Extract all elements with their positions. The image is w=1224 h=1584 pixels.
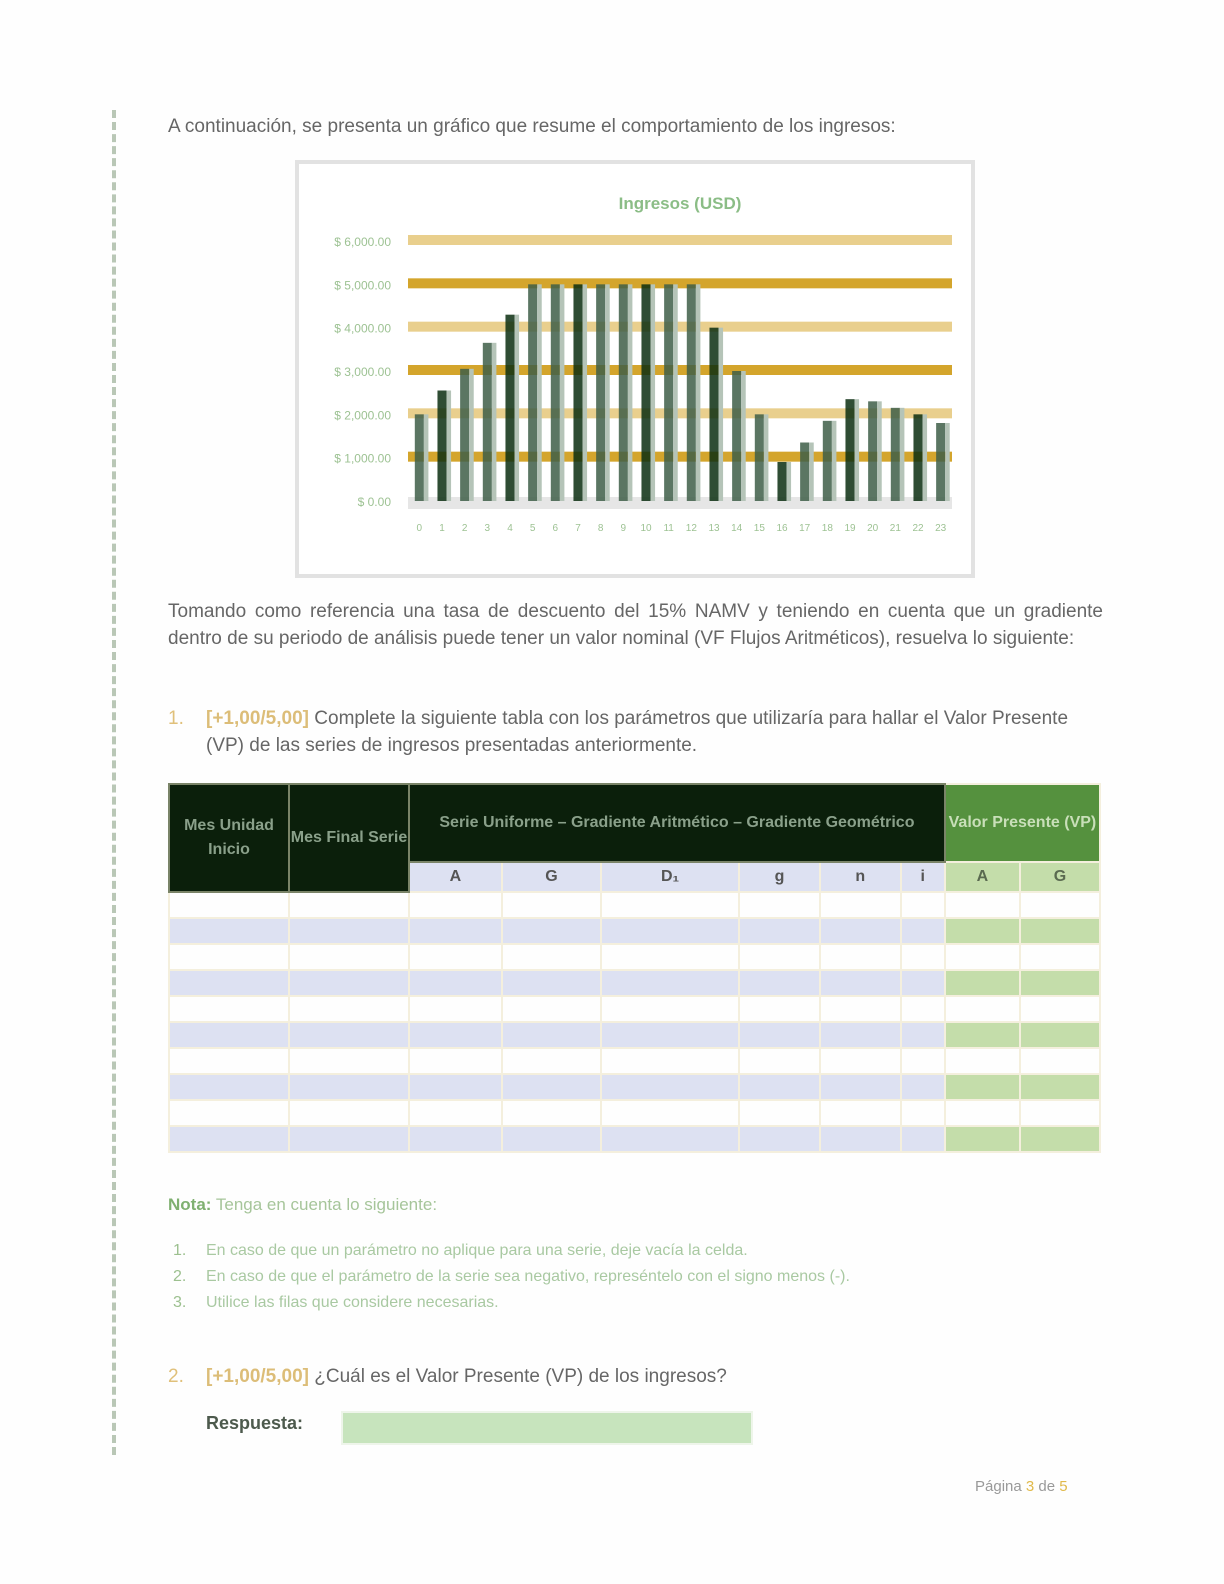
table-cell[interactable]	[1020, 944, 1100, 970]
bar-shade	[787, 462, 792, 501]
table-cell[interactable]	[739, 892, 820, 918]
table-cell[interactable]	[169, 918, 289, 944]
table-cell[interactable]	[739, 1074, 820, 1100]
x-tick-label: 1	[439, 523, 445, 534]
table-cell[interactable]	[945, 1126, 1020, 1152]
bar	[505, 315, 514, 501]
bar-shade	[923, 414, 928, 501]
y-tick-label: $ 0.00	[357, 495, 391, 509]
question-1	[168, 705, 1103, 756]
income-chart	[295, 160, 975, 578]
table-row	[169, 1048, 1100, 1074]
bar-shade	[560, 284, 565, 501]
table-cell[interactable]	[289, 918, 409, 944]
x-tick-label: 16	[776, 523, 788, 534]
table-cell[interactable]	[820, 1100, 901, 1126]
table-cell[interactable]	[169, 1074, 289, 1100]
table-cell[interactable]	[601, 1100, 739, 1126]
table-cell[interactable]	[739, 996, 820, 1022]
bar-shade	[741, 371, 746, 501]
margin-dashed-line	[112, 110, 116, 1455]
gridline	[408, 235, 952, 245]
bar-shade	[628, 284, 633, 501]
bar	[619, 284, 628, 501]
table-cell[interactable]	[1020, 996, 1100, 1022]
x-tick-label: 10	[640, 523, 652, 534]
item-number: 1.	[173, 1242, 187, 1259]
table-cell[interactable]	[409, 1022, 502, 1048]
table-cell[interactable]	[945, 1100, 1020, 1126]
bar-shade	[583, 284, 588, 501]
header-present-value: Valor Presente (VP)	[945, 784, 1100, 862]
table-cell[interactable]	[169, 1048, 289, 1074]
table-cell[interactable]	[1020, 1100, 1100, 1126]
item-text: Utilice las filas que considere necesarias.	[206, 1294, 499, 1311]
table-cell[interactable]	[901, 1074, 945, 1100]
bar-shade	[515, 315, 520, 501]
table-cell[interactable]	[502, 1100, 601, 1126]
bar	[551, 284, 560, 501]
question-number: 1.	[168, 708, 184, 729]
table-cell[interactable]	[601, 1022, 739, 1048]
table-cell[interactable]	[901, 918, 945, 944]
table-cell[interactable]	[601, 970, 739, 996]
subheader-1: G	[502, 862, 601, 892]
x-tick-label: 4	[507, 523, 513, 534]
table-cell[interactable]	[945, 996, 1020, 1022]
bar-shade	[696, 284, 701, 501]
bar	[845, 399, 854, 501]
table-row	[169, 944, 1100, 970]
table-cell[interactable]	[502, 1048, 601, 1074]
table-cell[interactable]	[169, 944, 289, 970]
list-item	[168, 1266, 1103, 1288]
table-cell[interactable]	[409, 1048, 502, 1074]
question-text: Complete la siguiente tabla con los parámetros que utilizaría para hallar el Valor Presente (VP) de las series de ingresos presentadas anteriormente.	[206, 708, 1069, 756]
table-cell[interactable]	[169, 996, 289, 1022]
table-cell[interactable]	[169, 1022, 289, 1048]
table-cell[interactable]	[1020, 918, 1100, 944]
table-cell[interactable]	[945, 892, 1020, 918]
table-cell[interactable]	[1020, 1022, 1100, 1048]
table-row	[169, 918, 1100, 944]
bar	[460, 369, 469, 501]
table-row	[169, 892, 1100, 918]
bar-shade	[855, 399, 860, 501]
table-cell[interactable]	[409, 970, 502, 996]
table-cell[interactable]	[289, 1074, 409, 1100]
bar-shade	[945, 423, 950, 501]
header-start-month: Mes Unidad Inicio	[169, 784, 289, 892]
table-cell[interactable]	[739, 918, 820, 944]
table-cell[interactable]	[169, 1126, 289, 1152]
header-series: Serie Uniforme – Gradiente Aritmético – Gradiente Geométrico	[409, 784, 945, 862]
bar	[687, 284, 696, 501]
x-tick-label: 2	[461, 523, 468, 534]
table-cell[interactable]	[739, 1048, 820, 1074]
item-number: 3.	[173, 1294, 187, 1311]
table-cell[interactable]	[409, 1126, 502, 1152]
x-tick-label: 15	[753, 523, 765, 534]
table-cell[interactable]	[409, 918, 502, 944]
table-cell[interactable]	[901, 996, 945, 1022]
bar-shade	[424, 414, 429, 501]
table-cell[interactable]	[409, 1074, 502, 1100]
table-cell[interactable]	[289, 1126, 409, 1152]
table-cell[interactable]	[945, 944, 1020, 970]
bar-shade	[673, 284, 678, 501]
y-tick-label: $ 2,000.00	[334, 408, 391, 423]
x-tick-label: 20	[867, 523, 879, 534]
question-number: 2.	[168, 1366, 184, 1387]
table-cell[interactable]	[1020, 1126, 1100, 1152]
table-cell[interactable]	[502, 996, 601, 1022]
table-cell[interactable]	[601, 1048, 739, 1074]
x-tick-label: 13	[708, 523, 720, 534]
table-cell[interactable]	[169, 1100, 289, 1126]
x-tick-label: 6	[552, 523, 559, 534]
table-cell[interactable]	[820, 970, 901, 996]
subheader-4: n	[820, 862, 901, 892]
bar	[596, 284, 605, 501]
bar-shade	[651, 284, 656, 501]
gridline	[408, 278, 952, 288]
table-cell[interactable]	[502, 1126, 601, 1152]
table-row	[169, 970, 1100, 996]
table-cell[interactable]	[945, 1048, 1020, 1074]
subheader-2: D₁	[601, 862, 739, 892]
intro-text: A continuación, se presenta un gráfico que resume el comportamiento de los ingresos:	[168, 116, 896, 137]
table-cell[interactable]	[289, 1048, 409, 1074]
page-label: Página	[975, 1478, 1022, 1495]
x-tick-label: 23	[935, 523, 947, 534]
subheader-0: A	[409, 862, 502, 892]
header-end-month: Mes Final Serie	[289, 784, 409, 892]
table-cell[interactable]	[820, 1074, 901, 1100]
table-cell[interactable]	[409, 996, 502, 1022]
bar-shade	[877, 401, 882, 501]
table-cell[interactable]	[601, 1074, 739, 1100]
table-row	[169, 996, 1100, 1022]
note-text: Tenga en cuenta lo siguiente:	[215, 1195, 438, 1214]
bar	[483, 343, 492, 501]
table-cell[interactable]	[409, 892, 502, 918]
x-tick-label: 8	[597, 523, 604, 534]
list-item	[168, 1240, 1103, 1262]
y-tick-label: $ 3,000.00	[334, 365, 391, 379]
table-cell[interactable]	[901, 892, 945, 918]
x-tick-label: 14	[731, 523, 743, 534]
note	[168, 1195, 437, 1215]
table-cell[interactable]	[901, 944, 945, 970]
subheader-3: g	[739, 862, 820, 892]
bar-shade	[809, 443, 814, 502]
table-cell[interactable]	[945, 970, 1020, 996]
table-cell[interactable]	[601, 918, 739, 944]
bar	[641, 284, 650, 501]
table-cell[interactable]	[502, 1022, 601, 1048]
bar	[528, 284, 537, 501]
x-tick-label: 5	[529, 523, 536, 534]
x-tick-label: 3	[484, 523, 491, 534]
bar	[913, 414, 922, 501]
x-tick-label: 0	[416, 523, 423, 534]
bar	[936, 423, 945, 501]
table-cell[interactable]	[820, 1048, 901, 1074]
table-cell[interactable]	[601, 944, 739, 970]
bar	[777, 462, 786, 501]
y-tick-label: $ 1,000.00	[334, 451, 391, 466]
question-points: [+1,00/5,00]	[206, 1366, 309, 1387]
table-cell[interactable]	[502, 892, 601, 918]
answer-label: Respuesta:	[206, 1413, 304, 1433]
bar-shade	[832, 421, 837, 501]
chart-title: Ingresos (USD)	[618, 194, 742, 213]
bar	[732, 371, 741, 501]
subheader-5: i	[901, 862, 945, 892]
table-cell[interactable]	[739, 944, 820, 970]
item-number: 2.	[173, 1268, 187, 1285]
bar-shade	[492, 343, 497, 501]
page-of: de	[1038, 1478, 1056, 1495]
y-tick-label: $ 4,000.00	[334, 321, 391, 336]
page-footer	[975, 1478, 1068, 1495]
note-label: Nota:	[168, 1195, 212, 1214]
note-list	[168, 1240, 1103, 1318]
bar	[823, 421, 832, 501]
table-cell[interactable]	[289, 1100, 409, 1126]
question-text: ¿Cuál es el Valor Presente (VP) de los ingresos?	[314, 1366, 727, 1387]
bar	[664, 284, 673, 501]
table-cell[interactable]	[739, 1126, 820, 1152]
table-cell[interactable]	[289, 892, 409, 918]
page-number: 3	[1025, 1478, 1035, 1495]
table-cell[interactable]	[502, 944, 601, 970]
table-cell[interactable]	[820, 918, 901, 944]
table-cell[interactable]	[1020, 892, 1100, 918]
list-item	[168, 1292, 1103, 1314]
bar-shade	[764, 414, 769, 501]
table-cell[interactable]	[1020, 1074, 1100, 1100]
table-cell[interactable]	[739, 1022, 820, 1048]
bar-shade	[447, 391, 452, 502]
table-cell[interactable]	[901, 1126, 945, 1152]
x-tick-label: 7	[575, 523, 581, 534]
table-cell[interactable]	[289, 996, 409, 1022]
bar-shade	[719, 328, 724, 501]
table-cell[interactable]	[601, 892, 739, 918]
x-tick-label: 12	[685, 523, 697, 534]
table-cell[interactable]	[502, 970, 601, 996]
x-tick-label: 21	[889, 523, 901, 534]
table-cell[interactable]	[901, 1100, 945, 1126]
x-tick-label: 19	[844, 523, 856, 534]
table-cell[interactable]	[601, 996, 739, 1022]
x-tick-label: 11	[663, 523, 674, 534]
table-cell[interactable]	[820, 1126, 901, 1152]
table-cell[interactable]	[409, 1100, 502, 1126]
table-cell[interactable]	[901, 1022, 945, 1048]
bar	[868, 401, 877, 501]
table-row	[169, 1100, 1100, 1126]
item-text: En caso de que un parámetro no aplique para una serie, deje vacía la celda.	[206, 1242, 748, 1259]
table-cell[interactable]	[945, 1022, 1020, 1048]
page-total: 5	[1059, 1478, 1068, 1495]
table-cell[interactable]	[601, 1126, 739, 1152]
bar	[709, 328, 718, 501]
table-cell[interactable]	[945, 918, 1020, 944]
table-cell[interactable]	[739, 970, 820, 996]
instructions-paragraph: Tomando como referencia una tasa de descuento del 15% NAMV y teniendo en cuenta que un gradiente dentro de su periodo de análisis puede tener un valor nominal (VF Flujos Aritméticos), resuelva lo siguiente:	[168, 601, 1103, 649]
table-cell[interactable]	[409, 944, 502, 970]
bar-shade	[537, 284, 542, 501]
item-text: En caso de que el parámetro de la serie sea negativo, represéntelo con el signo menos (-).	[206, 1268, 850, 1285]
question-2	[168, 1363, 1103, 1390]
parameters-table	[168, 783, 1101, 1153]
table-cell[interactable]	[820, 944, 901, 970]
y-tick-label: $ 6,000.00	[334, 235, 391, 249]
x-tick-label: 9	[620, 523, 627, 534]
bar	[891, 408, 900, 501]
table-cell[interactable]	[289, 970, 409, 996]
subheader-vp-1: G	[1020, 862, 1100, 892]
table-cell[interactable]	[1020, 970, 1100, 996]
bar	[755, 414, 764, 501]
bar	[800, 443, 809, 502]
bar	[437, 391, 446, 502]
table-cell[interactable]	[820, 1022, 901, 1048]
bar-shade	[469, 369, 474, 501]
table-cell[interactable]	[901, 970, 945, 996]
table-cell[interactable]	[502, 918, 601, 944]
table-cell[interactable]	[820, 996, 901, 1022]
table-cell[interactable]	[169, 970, 289, 996]
question-points: [+1,00/5,00]	[206, 708, 309, 729]
x-tick-label: 17	[799, 523, 811, 534]
bar-shade	[605, 284, 610, 501]
table-cell[interactable]	[901, 1048, 945, 1074]
table-cell[interactable]	[945, 1074, 1020, 1100]
subheader-vp-0: A	[945, 862, 1020, 892]
table-cell[interactable]	[1020, 1048, 1100, 1074]
table-cell[interactable]	[502, 1074, 601, 1100]
table-cell[interactable]	[820, 892, 901, 918]
table-cell[interactable]	[289, 1022, 409, 1048]
bar	[573, 284, 582, 501]
x-tick-label: 18	[821, 523, 833, 534]
chart-svg	[299, 164, 971, 574]
gridline	[408, 322, 952, 332]
table-row	[169, 1126, 1100, 1152]
table-row	[169, 1074, 1100, 1100]
y-tick-label: $ 5,000.00	[334, 278, 391, 293]
bar	[415, 414, 424, 501]
table-cell[interactable]	[289, 944, 409, 970]
answer-field[interactable]	[341, 1411, 753, 1445]
table-cell[interactable]	[169, 892, 289, 918]
bar-shade	[900, 408, 905, 501]
table-row	[169, 1022, 1100, 1048]
x-tick-label: 22	[912, 523, 924, 534]
table-cell[interactable]	[739, 1100, 820, 1126]
